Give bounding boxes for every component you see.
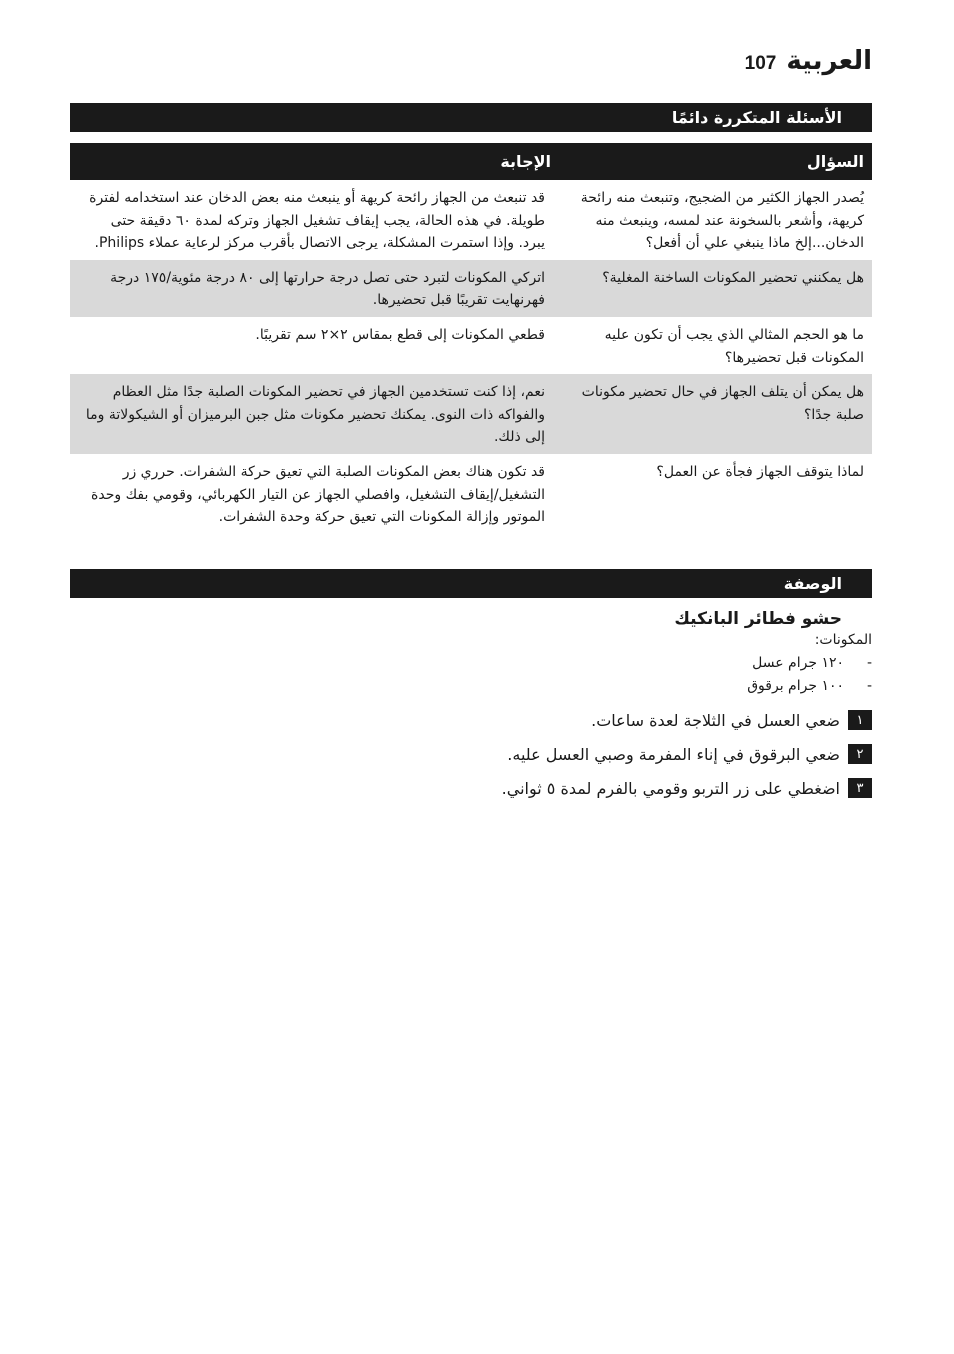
faq-row (70, 374, 872, 454)
question-column-header: السؤال (559, 143, 872, 180)
faq-answer: قد تنبعث من الجهاز رائحة كريهة أو ينبعث منه بعض الدخان عند استخدامه لفترة طويلة. في هذه الحالة، يجب إيقاف تشغيل الجهاز وتركه لمدة ٦٠ دقيقة حتى يبرد. وإذا استمرت المشكلة، يرجى الاتصال بأقرب مركز لرعاية عملاء Philips. (89, 190, 545, 252)
faq-table (70, 143, 872, 534)
faq-question: هل يمكنني تحضير المكونات الساخنة المغلية؟ (559, 260, 872, 317)
ingredient-item (747, 678, 872, 694)
ingredient-text: ١٢٠ جرام عسل (752, 655, 844, 671)
faq-row (70, 180, 872, 260)
ingredients-label: المكونات: (814, 632, 872, 648)
faq-question: هل يمكن أن يتلف الجهاز في حال تحضير مكونات صلبة جدًا؟ (559, 374, 872, 454)
recipe-title: حشو فطائر البانكيك (674, 609, 842, 629)
faq-question: لماذا يتوقف الجهاز فجأة عن العمل؟ (656, 463, 864, 480)
recipe-step (507, 744, 872, 764)
step-number-badge: ٢ (848, 744, 872, 764)
page-header (745, 46, 872, 76)
ingredient-item (752, 655, 872, 671)
step-text: اضغطي على زر التربو وقومي بالفرم لمدة ٥ ثواني. (501, 778, 840, 798)
recipe-step (502, 778, 872, 798)
recipe-step (591, 710, 872, 730)
faq-header-row (70, 143, 872, 180)
step-text: ضعي العسل في الثلاجة لعدة ساعات. (591, 710, 840, 730)
faq-section-title: الأسئلة المتكررة دائمًا (70, 103, 872, 132)
faq-row (70, 317, 872, 374)
step-number-badge: ١ (848, 710, 872, 730)
recipe-section-title: الوصفة (70, 569, 872, 598)
faq-question: يُصدر الجهاز الكثير من الضجيج، وتنبعث منه رائحة كريهة، وأشعر بالسخونة عند لمسه، وينبعث منه الدخان...إلخ ماذا ينبغي علي أن أفعل؟ (580, 190, 864, 252)
answer-column-header: الإجابة (70, 143, 559, 180)
step-number-badge: ٣ (848, 778, 872, 798)
faq-answer: نعم، إذا كنت تستخدمين الجهاز في تحضير المكونات الصلبة جدًا مثل العظام والفواكه ذات النوى. يمكنك تحضير مكونات مثل جبن البرميزان أو الشيكولاتة وما إلى ذلك. (70, 374, 559, 454)
faq-answer: قطعي المكونات إلى قطع بمقاس ٢×٢ سم تقريبًا. (255, 326, 545, 343)
page-number: 107 (744, 53, 777, 74)
ingredient-text: ١٠٠ جرام برقوق (747, 678, 844, 694)
faq-row (70, 454, 872, 534)
faq-answer: قد تكون هناك بعض المكونات الصلبة التي تعيق حركة الشفرات. حرري زر التشغيل/إيقاف التشغيل، وافصلي الجهاز عن التيار الكهربائي، وقومي بفك وحدة الموتور وإزالة المكونات التي تعيق حركة وحدة الشفرات. (91, 463, 545, 526)
faq-row (70, 260, 872, 317)
bullet-dash: - (866, 655, 872, 671)
language-title: العربية (786, 46, 872, 76)
bullet-dash: - (866, 678, 872, 694)
step-text: ضعي البرقوق في إناء المفرمة وصبي العسل عليه. (507, 744, 840, 764)
faq-answer: اتركي المكونات لتبرد حتى تصل درجة حرارتها إلى ٨٠ درجة مئوية/١٧٥ درجة فهرنهايت تقريبًا قبل تحضيرها. (70, 260, 559, 317)
faq-question: ما هو الحجم المثالي الذي يجب أن تكون عليه المكونات قبل تحضيرها؟ (604, 326, 864, 366)
